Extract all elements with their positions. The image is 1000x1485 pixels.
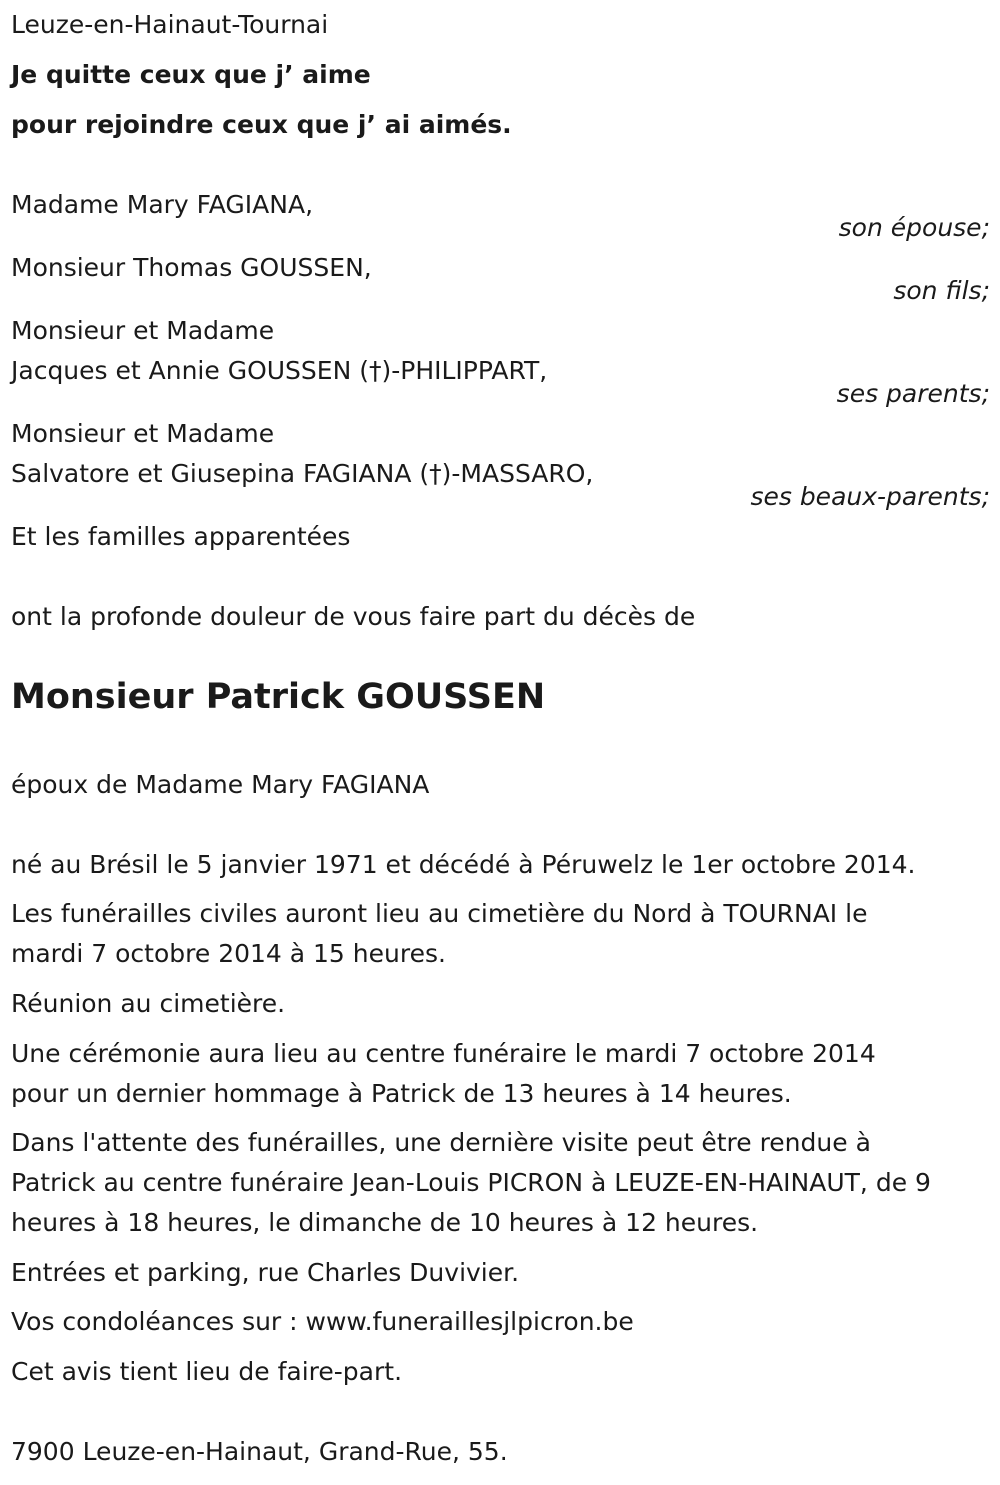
ceremony-line-2: pour un dernier hommage à Patrick de 13 heures à 14 heures. <box>11 1079 792 1108</box>
spouse-role: son épouse; <box>838 213 990 242</box>
visit-line-3: heures à 18 heures, le dimanche de 10 heures à 12 heures. <box>11 1208 759 1237</box>
funeral-line-1: Les funérailles civiles auront lieu au cimetière du Nord à TOURNAI le <box>11 899 868 928</box>
spouse-name: Madame Mary FAGIANA, <box>11 190 314 219</box>
spouse-of: époux de Madame Mary FAGIANA <box>11 770 430 799</box>
parents-names: Jacques et Annie GOUSSEN (†)-PHILIPPART, <box>11 356 548 385</box>
condolences-line: Vos condoléances sur : www.funeraillesjlpicron.be <box>11 1307 634 1336</box>
notice-line: Cet avis tient lieu de faire-part. <box>11 1357 403 1386</box>
location-heading: Leuze-en-Hainaut-Tournai <box>11 10 329 39</box>
inlaws-title: Monsieur et Madame <box>11 419 275 448</box>
parents-role: ses parents; <box>836 379 990 408</box>
meeting-line: Réunion au cimetière. <box>11 989 286 1018</box>
son-role: son fils; <box>893 276 990 305</box>
quote-line-1: Je quitte ceux que j’ aime <box>11 60 371 89</box>
inlaws-names: Salvatore et Giusepina FAGIANA (†)-MASSARO, <box>11 459 594 488</box>
address-line: 7900 Leuze-en-Hainaut, Grand-Rue, 55. <box>11 1437 508 1466</box>
son-name: Monsieur Thomas GOUSSEN, <box>11 253 372 282</box>
parents-title: Monsieur et Madame <box>11 316 275 345</box>
announcement: ont la profonde douleur de vous faire part du décès de <box>11 602 696 631</box>
quote-line-2: pour rejoindre ceux que j’ ai aimés. <box>11 110 512 139</box>
visit-line-2: Patrick au centre funéraire Jean-Louis PICRON à LEUZE-EN-HAINAUT, de 9 <box>11 1168 931 1197</box>
inlaws-role: ses beaux-parents; <box>750 482 990 511</box>
deceased-name: Monsieur Patrick GOUSSEN <box>11 677 546 717</box>
ceremony-line-1: Une cérémonie aura lieu au centre funéraire le mardi 7 octobre 2014 <box>11 1039 876 1068</box>
relatives-line: Et les familles apparentées <box>11 522 351 551</box>
visit-line-1: Dans l'attente des funérailles, une dernière visite peut être rendue à <box>11 1128 871 1157</box>
funeral-line-2: mardi 7 octobre 2014 à 15 heures. <box>11 939 446 968</box>
birth-death: né au Brésil le 5 janvier 1971 et décédé à Péruwelz le 1er octobre 2014. <box>11 850 916 879</box>
parking-line: Entrées et parking, rue Charles Duvivier. <box>11 1258 520 1287</box>
